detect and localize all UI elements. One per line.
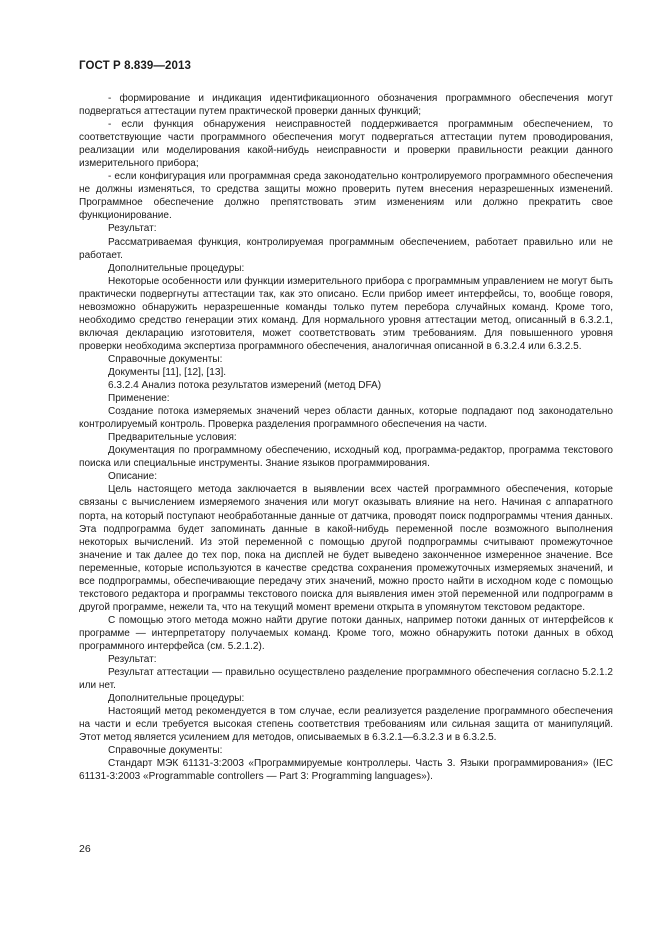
paragraph: Настоящий метод рекомендуется в том случае, если реализуется разделение программного обеспечения на части и если требуется высокая степень соответствия требованиям или сильная защита от манипуляций. Этот метод является усилением для методов, описываемых в 6.3.2.1—6.3.2.3 и в 6.3.2.5.: [79, 706, 613, 744]
section-label-additional-procedures: Дополнительные процедуры:: [108, 693, 245, 705]
section-label-result: Результат:: [108, 223, 157, 235]
page-number: 26: [79, 843, 91, 855]
paragraph: Некоторые особенности или функции измерительного прибора с программным управлением не могут быть практически подвергнуты аттестации так, как это описано. Если прибор имеет интерфейсы, то, вообще говоря, невозможно обнаружить неразрешенные команды только путем перебора случайных команд. Кроме того, необходимо средство генерации этих команд. Для нормального уровня аттестации метод, описанный в 6.3.2.1, включая декларацию изготовителя, может соответствовать этим требованиям. Для повышенного уровня проверки необходима экспертиза программного обеспечения, аналогичная описанной в 6.3.2.4 или 6.3.2.5.: [79, 275, 613, 352]
paragraph: С помощью этого метода можно найти другие потоки данных, например потоки данных от интерфейсов к программе — интерпретатору получаемых команд. Кроме того, можно обнаружить потоки данных в обход программного интерфейса (см. 5.2.1.2).: [79, 614, 613, 652]
section-label-preconditions: Предварительные условия:: [108, 432, 237, 444]
section-label-reference-documents: Справочные документы:: [108, 353, 223, 365]
section-label-reference-documents: Справочные документы:: [108, 745, 223, 757]
paragraph: Рассматриваемая функция, контролируемая программным обеспечением, работает правильно или не работает.: [79, 236, 613, 261]
section-heading: 6.3.2.4 Анализ потока результатов измерений (метод DFA): [108, 380, 382, 392]
document-header: ГОСТ Р 8.839—2013: [79, 60, 191, 72]
paragraph: Документация по программному обеспечению, исходный код, программа-редактор, программа текстового поиска или специальные инструменты. Знание языков программирования.: [79, 445, 613, 470]
section-label-result: Результат:: [108, 654, 157, 666]
paragraph: - формирование и индикация идентификационного обозначения программного обеспечения могут подвергаться аттестации путем практической проверки данных функций;: [79, 93, 613, 118]
document-body: [79, 92, 613, 783]
section-label-application: Применение:: [108, 393, 170, 405]
paragraph: Цель настоящего метода заключается в выявлении всех частей программного обеспечения, которые связаны с вычислением измеряемого значения или могут оказывать влияние на него. Начиная с аппаратного порта, на который поступают необработанные данные от датчика, проводят поиск подпрограммы чтения данных. Эта подпрограмма будет запоминать данные в какой-нибудь переменной после возможного выполнения некоторых вычислений. Из этой переменной с помощью другой подпрограммы считывают промежуточное значение и так далее до тех пор, пока на дисплей не будет выведено законченное измеренное значение. Все переменные, которые используются в качестве средства сохранения промежуточных измеряемых значений, и все подпрограммы, обеспечивающие передачу этих значений, можно просто найти в исходном коде с помощью текстового редактора и программы текстового поиска для выявления имен этой переменной или подпрограмм в другой программе, нежели та, что на текущий момент времени открыта в упомянутом текстовом редакторе.: [79, 484, 613, 613]
section-label-additional-procedures: Дополнительные процедуры:: [108, 262, 245, 274]
paragraph: Документы [11], [12], [13].: [108, 366, 227, 378]
paragraph: Создание потока измеряемых значений через области данных, которые подпадают под законодательно контролируемый контроль. Проверка разделения программного обеспечения на части.: [79, 406, 613, 431]
section-label-description: Описание:: [108, 471, 158, 483]
paragraph: - если функция обнаружения неисправностей поддерживается программным обеспечением, то соответствующие части программного обеспечения могут подвергаться аттестации путем проводирования, реализации или моделирования какой-нибудь неисправности и проверки правильности реакции данного измерительного прибора;: [79, 119, 613, 170]
paragraph: Результат аттестации — правильно осуществлено разделение программного обеспечения согласно 5.2.1.2 или нет.: [79, 667, 613, 692]
paragraph: Стандарт МЭК 61131-3:2003 «Программируемые контроллеры. Часть 3. Языки программирования» (IEC 61131-3:2003 «Programmable controllers — Part 3: Programming languages»).: [79, 758, 613, 783]
paragraph: - если конфигурация или программная среда законодательно контролируемого программного обеспечения не должны изменяться, то средства защиты можно проверить путем внесения неразрешенных изменений. Программное обеспечение должно препятствовать этим изменениям или должно прекратить свое функционирование.: [79, 171, 613, 222]
